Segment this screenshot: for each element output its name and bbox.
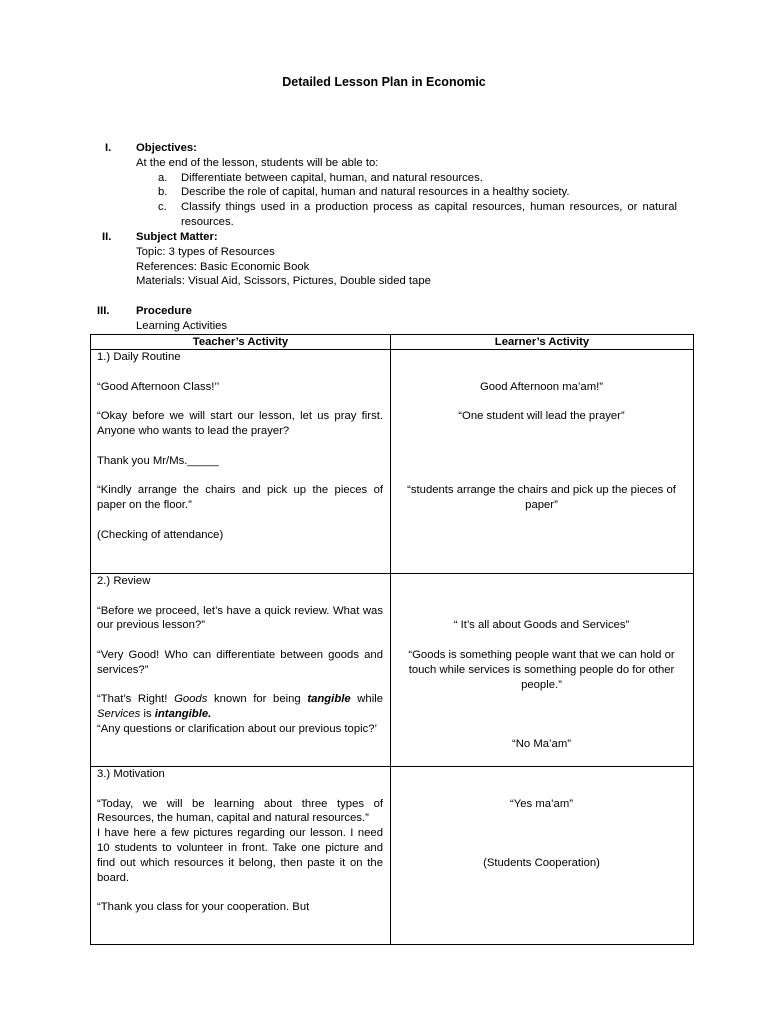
teacher-line: “Thank you class for your cooperation. But	[97, 901, 310, 914]
teacher-line: “Very Good! Who can differentiate between goods and services?”	[97, 648, 383, 676]
text-run: is	[140, 708, 155, 721]
procedure-numeral: III.	[97, 305, 110, 317]
document-title: Detailed Lesson Plan in Economic	[282, 75, 486, 89]
learning-activities-table	[90, 334, 694, 945]
learner-line: “ It’s all about Goods and Services”	[453, 619, 630, 632]
intangible-term: intangible.	[154, 708, 212, 721]
objective-text: Describe the role of capital, human and natural resources in a healthy society.	[181, 186, 570, 199]
row-heading: 2.) Review	[97, 575, 151, 587]
text-run: while	[350, 693, 384, 706]
objectives-intro: At the end of the lesson, students will be able to:	[136, 156, 379, 169]
services-term: Services	[97, 708, 141, 721]
procedure-section	[97, 304, 677, 334]
learner-line: Good Afternoon ma’am!”	[479, 380, 604, 393]
table-header-row	[91, 335, 694, 350]
teacher-line: “Good Afternoon Class!’’	[97, 380, 220, 393]
row-heading: 1.) Daily Routine	[97, 351, 181, 363]
teacher-line: “Kindly arrange the chairs and pick up the pieces of paper on the floor.”	[97, 484, 383, 511]
objective-item	[136, 200, 677, 230]
learner-activity-header: Learner’s Activity	[391, 335, 694, 350]
subject-matter-numeral: II.	[102, 231, 112, 243]
learner-cell	[391, 350, 694, 574]
objective-text: Classify things used in a production process as capital resources, human resources, or natural resources.	[181, 201, 677, 228]
objectives-numeral: I.	[105, 142, 112, 154]
objectives-list	[136, 171, 677, 230]
teacher-line: “Okay before we will start our lesson, let us pray first. Anyone who wants to lead the prayer?	[97, 410, 383, 437]
learner-line: “No Ma’am”	[512, 737, 571, 750]
teacher-line: Thank you Mr/Ms._____	[97, 454, 219, 467]
teacher-line: (Checking of attendance)	[97, 528, 224, 541]
teacher-cell	[91, 767, 391, 945]
teacher-line: “Any questions or clarification about our previous topic?’	[97, 722, 378, 735]
objective-marker: a.	[158, 171, 168, 184]
objective-text: Differentiate between capital, human, and natural resources.	[181, 171, 483, 184]
subject-matter-section	[97, 230, 677, 289]
teacher-line: I have here a few pictures regarding our lesson. I need 10 students to volunteer in front. Take one picture and find out which resources it belong, then paste it on the board.	[97, 827, 383, 884]
teacher-cell	[91, 350, 391, 574]
teacher-line-goods-services	[97, 692, 383, 722]
learner-cell	[391, 767, 694, 945]
objectives-heading: Objectives:	[136, 142, 197, 154]
teacher-line: “Today, we will be learning about three types of Resources, the human, capital and natural resources.”	[97, 797, 383, 825]
learner-line: “One student will lead the prayer”	[458, 410, 625, 423]
text-run: known for being	[207, 693, 308, 706]
objective-item	[136, 171, 677, 186]
table-row-review	[91, 574, 694, 767]
table-row-daily-routine	[91, 350, 694, 574]
text-run: “That’s Right!	[97, 693, 175, 706]
table-row-motivation	[91, 767, 694, 945]
learner-line: “Goods is something people want that we can hold or touch while services is something people do for other people.”	[408, 648, 675, 691]
objective-item	[136, 185, 677, 200]
learner-cell	[391, 574, 694, 767]
subject-matter-heading: Subject Matter:	[136, 231, 218, 243]
teacher-cell	[91, 574, 391, 767]
objective-marker: c.	[158, 201, 167, 214]
objectives-section	[97, 141, 677, 230]
row-heading: 3.) Motivation	[97, 768, 165, 780]
objective-marker: b.	[158, 186, 168, 199]
subject-topic: Topic: 3 types of Resources	[136, 245, 275, 258]
learner-line: (Students Cooperation)	[483, 856, 600, 869]
teacher-activity-header: Teacher’s Activity	[91, 335, 391, 350]
procedure-heading: Procedure	[136, 305, 192, 317]
procedure-subheading: Learning Activities	[136, 319, 228, 332]
teacher-line: “Before we proceed, let’s have a quick review. What was our previous lesson?”	[97, 604, 383, 632]
tangible-term: tangible	[307, 693, 351, 706]
subject-materials: Materials: Visual Aid, Scissors, Pictures, Double sided tape	[136, 275, 431, 288]
goods-term: Goods	[174, 693, 208, 706]
learner-line: “students arrange the chairs and pick up the pieces of paper”	[407, 484, 676, 511]
subject-references: References: Basic Economic Book	[136, 260, 310, 273]
learner-line: “Yes ma’am”	[510, 797, 573, 810]
